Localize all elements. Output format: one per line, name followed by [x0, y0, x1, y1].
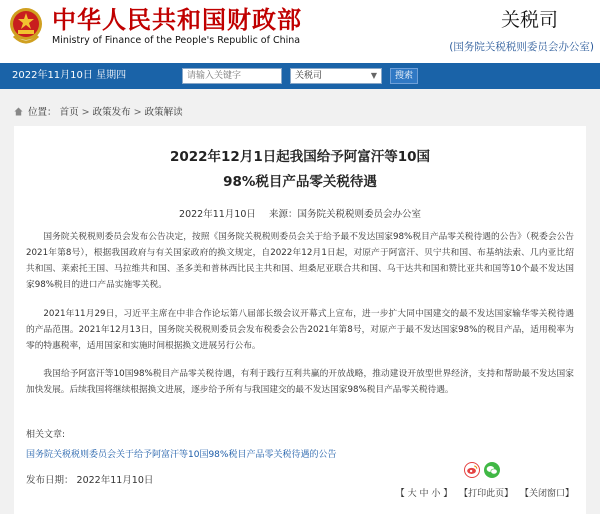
article-source: 来源：国务院关税税则委员会办公室 — [268, 209, 421, 220]
chevron-down-icon: ▼ — [370, 71, 377, 80]
article-paragraph-2: 2021年11月29日，习近平主席在中非合作论坛第八届部长级会议开幕式上宣布，进一步扩大同中国建交的最不发达国家输华零关税待遇的产品范围。2021年12月13日，国务院关税税则委员会发布税委会公告2021年第8号，对原产于最不发达国家98%的税目产品，适用税率为零的特惠税率，适用国家和实施时间根据换文进展另行公布。 — [26, 309, 574, 351]
related-articles-label: 相关文章: — [26, 430, 66, 440]
search-scope-value: 关税司 — [295, 71, 323, 81]
ministry-name-cn: 中华人民共和国财政部 — [52, 6, 302, 34]
font-size-control[interactable]: 【 大 中 小 】 — [395, 489, 453, 499]
article-title-line2: 98%税目产品零关税待遇 — [223, 174, 377, 190]
breadcrumb-home[interactable]: 首页 — [59, 107, 79, 118]
current-date: 2022年11月10日 星期四 — [12, 70, 127, 81]
breadcrumb — [14, 107, 183, 119]
breadcrumb-policy[interactable]: 政策发布 — [92, 107, 131, 118]
top-navbar — [0, 63, 600, 89]
department-title: 关税司 — [500, 9, 558, 31]
print-button[interactable]: 【打印此页】 — [459, 489, 514, 499]
department-subtitle: (国务院关税税则委员会办公室) — [449, 41, 594, 53]
breadcrumb-interpretation[interactable]: 政策解读 — [144, 107, 183, 118]
page-tools — [392, 488, 574, 500]
search-scope-select[interactable] — [290, 68, 382, 84]
article-paragraph-1: 国务院关税税则委员会发布公告决定，按照《国务院关税税则委员会关于给予最不发达国家98%税目产品零关税待遇的公告》（税委会公告2021年第8号），根据我国政府与有关国家政府的换文规定，自2022年12月1日起，对原产于阿富汗、贝宁共和国、布基纳法索、几内亚比绍共和国、莱索托王国、马拉维共和国、圣多美和普林西比民主共和国、坦桑尼亚联合共和国、乌干达共和国和赞比亚共和国等10个最不发达国家98%税目的进口产品实施零关税。 — [26, 232, 574, 290]
national-emblem-icon — [8, 6, 44, 46]
site-header — [0, 0, 600, 63]
article-card — [14, 126, 586, 514]
related-article-link[interactable]: 国务院关税税则委员会关于给予阿富汗等10国98%税目产品零关税待遇的公告 — [26, 450, 337, 460]
article-date: 2022年11月10日 — [179, 209, 256, 220]
article-paragraph-3: 我国给予阿富汗等10国98%税目产品零关税待遇，有利于践行互利共赢的开放战略，推动建设开放型世界经济，支持和帮助最不发达国家加快发展。后续我国将继续根据换文进展，逐步给予所有与我国建交的最不发达国家98%税目产品零关税待遇。 — [26, 369, 574, 395]
breadcrumb-prefix: 位置： — [28, 107, 57, 118]
main-content — [0, 89, 600, 514]
article-title-line1: 2022年12月1日起我国给予阿富汗等10国 — [169, 149, 431, 165]
breadcrumb-separator: > — [81, 107, 90, 118]
publish-date-value: 2022年11月10日 — [76, 475, 154, 486]
ministry-name-en: Ministry of Finance of the People's Republic of China — [52, 35, 301, 46]
search-input[interactable] — [182, 68, 282, 84]
publish-date-label: 发布日期： — [26, 475, 74, 486]
publish-date — [26, 475, 153, 487]
breadcrumb-separator: > — [133, 107, 142, 118]
search-button[interactable]: 搜索 — [390, 68, 418, 84]
home-icon — [14, 107, 23, 116]
close-window-button[interactable]: 【关闭窗口】 — [519, 489, 574, 499]
wechat-share-icon[interactable] — [484, 462, 500, 478]
article-meta — [14, 209, 586, 221]
weibo-share-icon[interactable] — [464, 462, 480, 478]
